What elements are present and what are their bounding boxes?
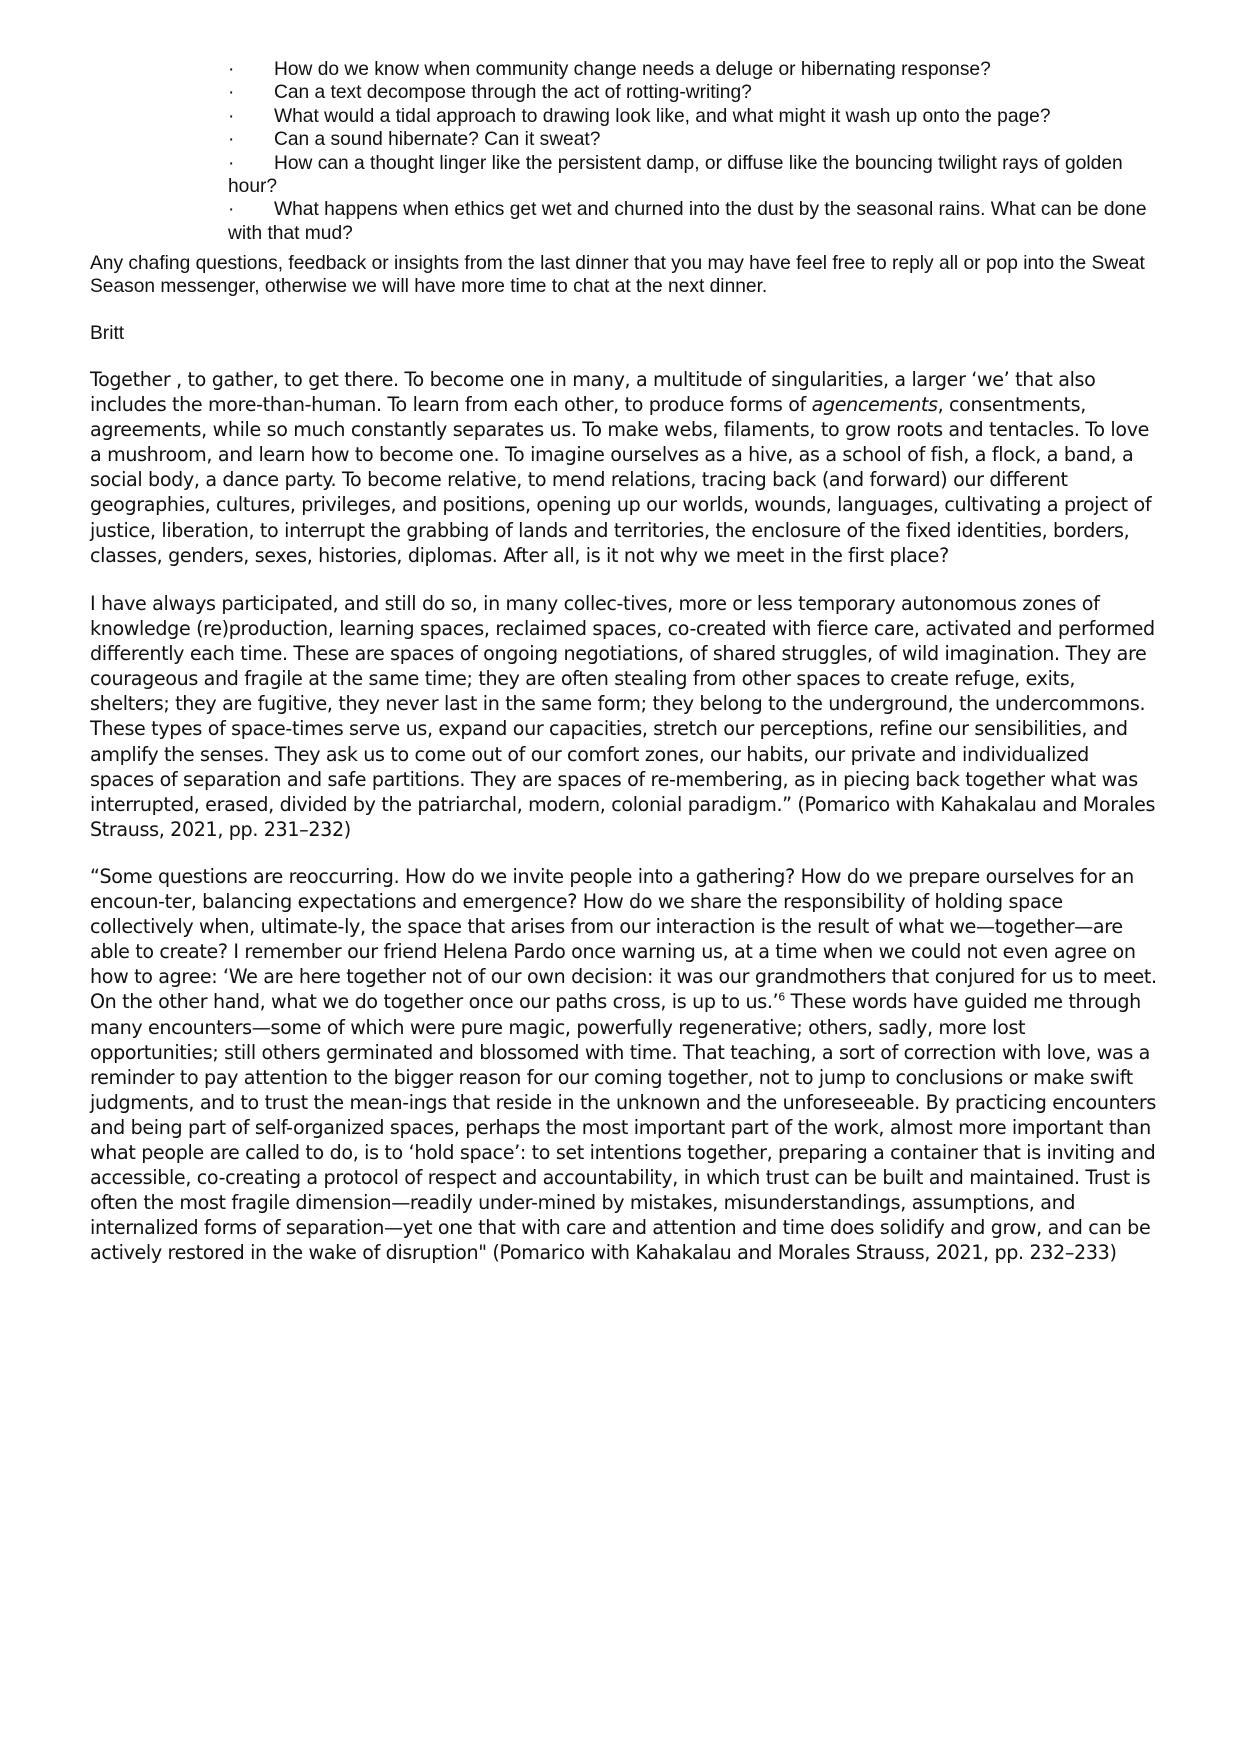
together-text-end: , consentments, agreements, while so much constantly separates us. To make webs, filaments, to grow roots and tentacles. To love a mushroom, and learn how to become one. To imagine ourselves as a hive, as a school of fish, a flock, a band, a social body, a dance party. To become relative, to mend relations, tracing back (and forward) our different geographies, cultures, privileges, and positions, opening up our worlds, wounds, languages, cultivating a project of justice, liberation, to interrupt the grabbing of lands and territories, the enclosure of the fixed identities, borders, classes, genders, sexes, histories, diplomas. After all, is it not why we meet in the first place? xyxy=(90,393,1152,567)
together-emphasis: agencements xyxy=(811,393,938,417)
question-text: Can a sound hibernate? Can it sweat? xyxy=(274,129,601,151)
question-text: How can a thought linger like the persistent damp, or diffuse like the bouncing twilight rays of golden hour? xyxy=(228,152,1123,198)
bullet-glyph: · xyxy=(228,199,235,221)
list-item xyxy=(228,152,1158,199)
list-item xyxy=(228,198,1158,245)
footnote-marker: 6 xyxy=(778,991,785,1005)
bullet-glyph: · xyxy=(228,129,235,151)
bullet-glyph: · xyxy=(228,59,235,80)
question-text: What would a tidal approach to drawing look like, and what might it wash up onto the page? xyxy=(274,105,1051,127)
questions-quote-start: “Some questions are reoccurring. How do we invite people into a gathering? How do we prepare ourselves for an encoun-ter, balancing expectations and emergence? How do we share the responsibility of holding space collectively when, ultimate-ly, the space that arises from our interaction is the result of what we—together—are able to create? I remember our friend Helena Pardo once warning us, at a time when we could not even agree on how to agree: ‘We are here together not of our own decision: it was our grandmothers that conjured for us to meet. On the other hand, what we do together once our paths cross, is up to us.’ xyxy=(90,865,1157,1014)
signoff-name: Britt xyxy=(90,323,125,344)
list-item xyxy=(228,81,1158,104)
bullet-glyph: · xyxy=(228,152,235,174)
list-item xyxy=(228,128,1158,151)
question-text: What happens when ethics get wet and churned into the dust by the seasonal rains. What can be done with that mud? xyxy=(228,199,1147,244)
together-text-start: Together , to gather, to get there. To become one in many, a multitude of singularities, a larger ‘we’ that also includes the more-than-human. To learn from each other, to produce forms of xyxy=(90,368,1096,417)
chafing-note-paragraph: Any chafing questions, feedback or insights from the last dinner that you may have feel free to reply all or pop into the Sweat Season messenger, otherwise we will have more time to chat at the next dinner. xyxy=(90,253,1145,298)
question-text: Can a text decompose through the act of rotting-writing? xyxy=(274,82,752,104)
questions-quote-paragraph xyxy=(90,864,1158,1266)
together-paragraph xyxy=(90,367,1158,568)
list-item xyxy=(228,105,1158,128)
bullet-glyph: · xyxy=(228,82,235,104)
collectives-quote-paragraph: I have always participated, and still do so, in many collec-tives, more or less temporary autonomous zones of knowledge (re)production, learning spaces, reclaimed spaces, co-created with fierce care, activated and performed differently each time. These are spaces of ongoing negotiations, of shared struggles, of wild imagination. They are courageous and fragile at the same time; they are often stealing from other spaces to create refuge, exits, shelters; they are fugitive, they never last in the same form; they belong to the underground, the undercommons. These types of space-times serve us, expand our capacities, stretch our perceptions, refine our sensibilities, and amplify the senses. They ask us to come out of our comfort zones, our habits, our private and individualized spaces of separation and safe partitions. They are spaces of re-membering, as in piecing back together what was interrupted, erased, divided by the patriarchal, modern, colonial paradigm.” (Pomarico with Kahakalau and Morales Strauss, 2021, pp. 231–232) xyxy=(90,592,1156,841)
list-item xyxy=(228,58,1158,81)
bullet-glyph: · xyxy=(228,105,235,127)
questions-quote-end: These words have guided me through many encounters—some of which were pure magic, powerfully regenerative; others, sadly, more lost opportunities; still others germinated and blossomed with time. That teaching, a sort of correction with love, was a reminder to pay attention to the bigger reason for our coming together, not to jump to conclusions or make swift judgments, and to trust the mean-ings that reside in the unknown and the unforeseeable. By practicing encounters and being part of self-organized spaces, perhaps the most important part of the work, almost more important than what people are called to do, is to ‘hold space’: to set intentions together, preparing a container that is inviting and accessible, co-creating a protocol of respect and accountability, in which trust can be built and maintained. Trust is often the most fragile dimension—readily under-mined by mistakes, misunderstandings, assumptions, and internalized forms of separation—yet one that with care and attention and time does solidify and grow, and can be actively restored in the wake of disruption" (Pomarico with Kahakalau and Morales Strauss, 2021, pp. 232–233) xyxy=(90,990,1156,1265)
question-list xyxy=(228,58,1158,245)
question-text: How do we know when community change needs a deluge or hibernating response? xyxy=(274,59,991,80)
